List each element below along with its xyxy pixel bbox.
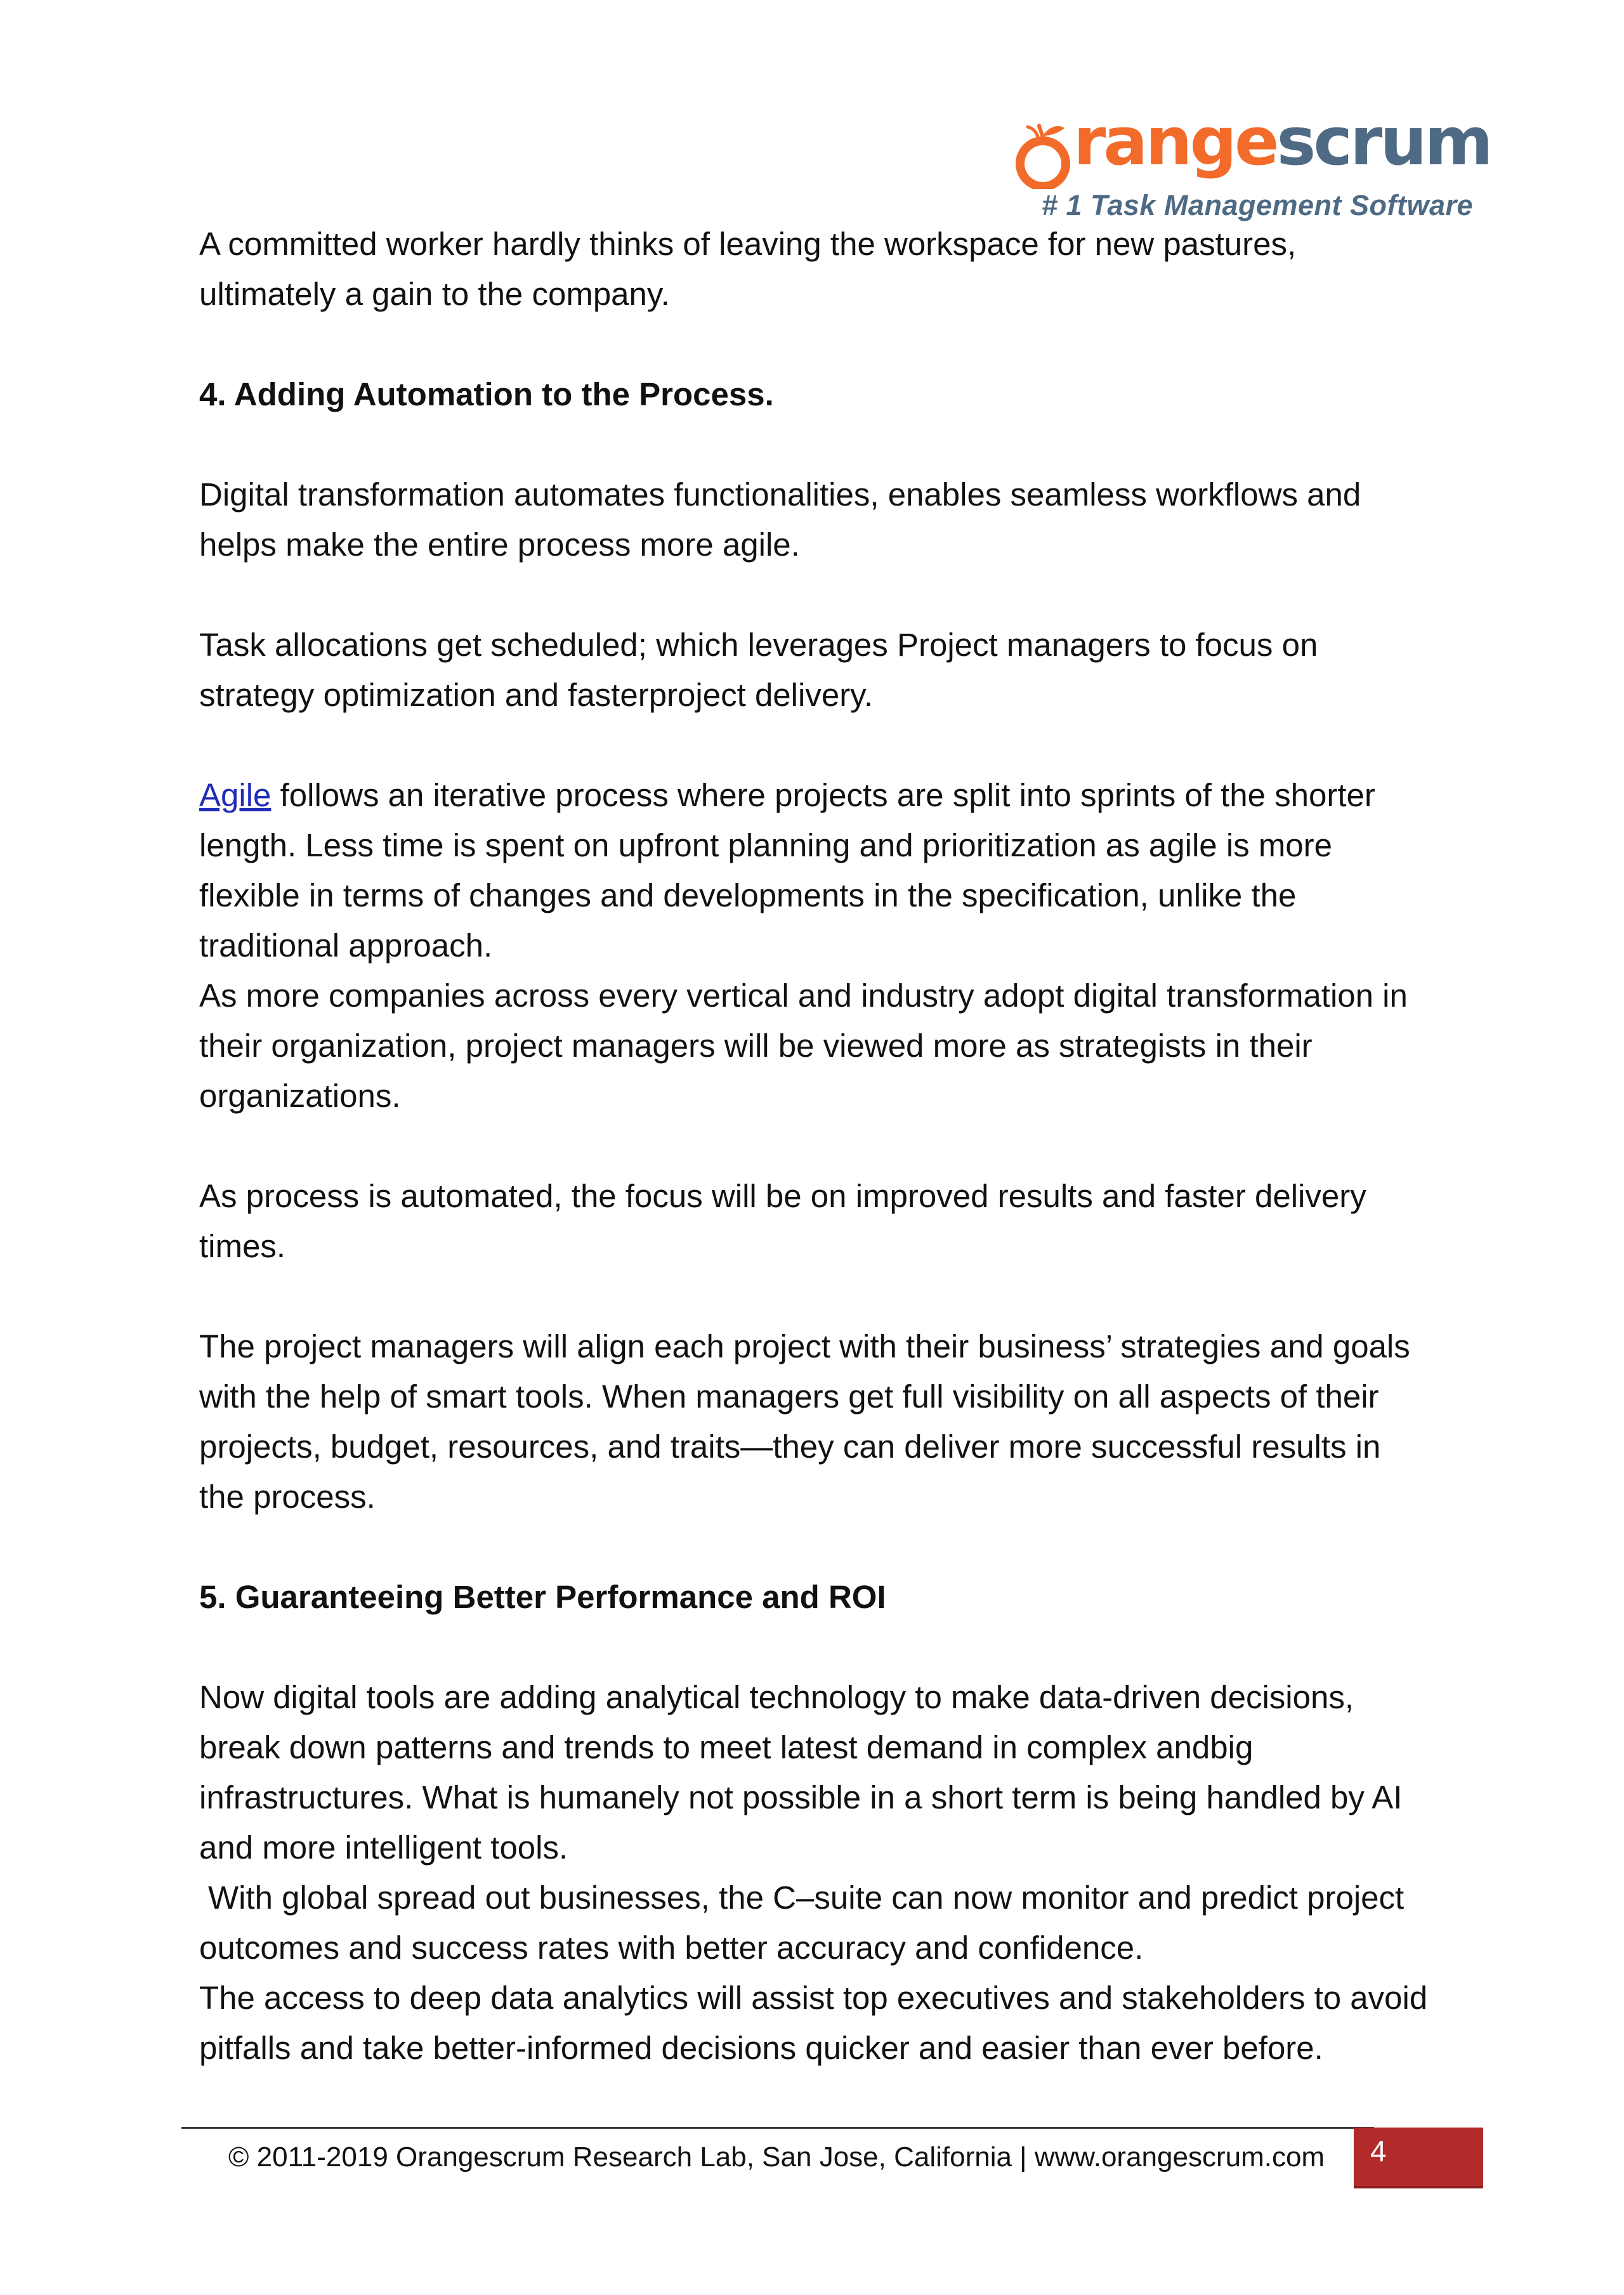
paragraph-line: length. Less time is spent on upfront planning and prioritization as agile is more — [199, 827, 1333, 863]
page-number-box — [1354, 2128, 1483, 2188]
page-number: 4 — [1370, 2135, 1387, 2168]
paragraph-line: projects, budget, resources, and traits—they can deliver more successful results in — [199, 1429, 1381, 1465]
paragraph-line: The access to deep data analytics will assist top executives and stakeholders to avoid — [199, 1980, 1428, 2016]
paragraph-line: organizations. — [199, 1078, 401, 1114]
logo-word-orange: range — [1073, 103, 1277, 180]
paragraph-line: the process. — [199, 1479, 376, 1515]
paragraph-line: Task allocations get scheduled; which leverages Project managers to focus on — [199, 627, 1318, 663]
footer-divider — [181, 2127, 1374, 2129]
paragraph-line: With global spread out businesses, the C–suite can now monitor and predict project — [208, 1880, 1405, 1916]
paragraph-line: A committed worker hardly thinks of leaving the workspace for new pastures, — [199, 226, 1297, 262]
paragraph-line: pitfalls and take better-informed decisions quicker and easier than ever before. — [199, 2030, 1323, 2066]
section-heading-5: 5. Guaranteeing Better Performance and ROI — [199, 1579, 886, 1615]
logo-tagline: # 1 Task Management Software — [1042, 189, 1474, 221]
paragraph-line: and more intelligent tools. — [199, 1829, 568, 1866]
paragraph-line: with the help of smart tools. When managers get full visibility on all aspects of their — [199, 1378, 1379, 1415]
logo-wordmark — [1014, 94, 1491, 189]
paragraph-line: break down patterns and trends to meet latest demand in complex andbig — [199, 1729, 1254, 1765]
paragraph-line: The project managers will align each project with their business’ strategies and goals — [199, 1328, 1410, 1364]
agile-link[interactable]: Agile — [199, 777, 272, 813]
paragraph-line: flexible in terms of changes and developments in the specification, unlike the — [199, 877, 1297, 913]
paragraph-line: helps make the entire process more agile. — [199, 526, 800, 563]
section-heading-4: 4. Adding Automation to the Process. — [199, 376, 774, 412]
footer-copyright: © 2011-2019 Orangescrum Research Lab, San Jose, California | www.orangescrum.com — [228, 2141, 1325, 2173]
paragraph-line: ultimately a gain to the company. — [199, 276, 670, 312]
orangescrum-logo — [1014, 94, 1491, 227]
paragraph-line: times. — [199, 1228, 286, 1264]
paragraph-line: their organization, project managers will be viewed more as strategists in their — [199, 1028, 1313, 1064]
paragraph-line: infrastructures. What is humanely not possible in a short term is being handled by AI — [199, 1779, 1403, 1815]
document-body — [199, 219, 1443, 2073]
paragraph-line: Digital transformation automates functionalities, enables seamless workflows and — [199, 476, 1361, 513]
paragraph-line: As process is automated, the focus will be on improved results and faster delivery — [199, 1178, 1366, 1214]
paragraph-line: strategy optimization and fasterproject delivery. — [199, 677, 874, 713]
paragraph-line: Now digital tools are adding analytical technology to make data-driven decisions, — [199, 1679, 1354, 1715]
paragraph-line: outcomes and success rates with better accuracy and confidence. — [199, 1930, 1144, 1966]
logo-word-blue: scrum — [1276, 103, 1491, 180]
paragraph-line — [199, 770, 1443, 820]
paragraph-line: As more companies across every vertical and industry adopt digital transformation in — [199, 978, 1408, 1014]
orange-fruit-icon — [1014, 119, 1072, 189]
paragraph-text: follows an iterative process where projects are split into sprints of the shorter — [271, 777, 1375, 813]
paragraph-line: traditional approach. — [199, 927, 493, 964]
